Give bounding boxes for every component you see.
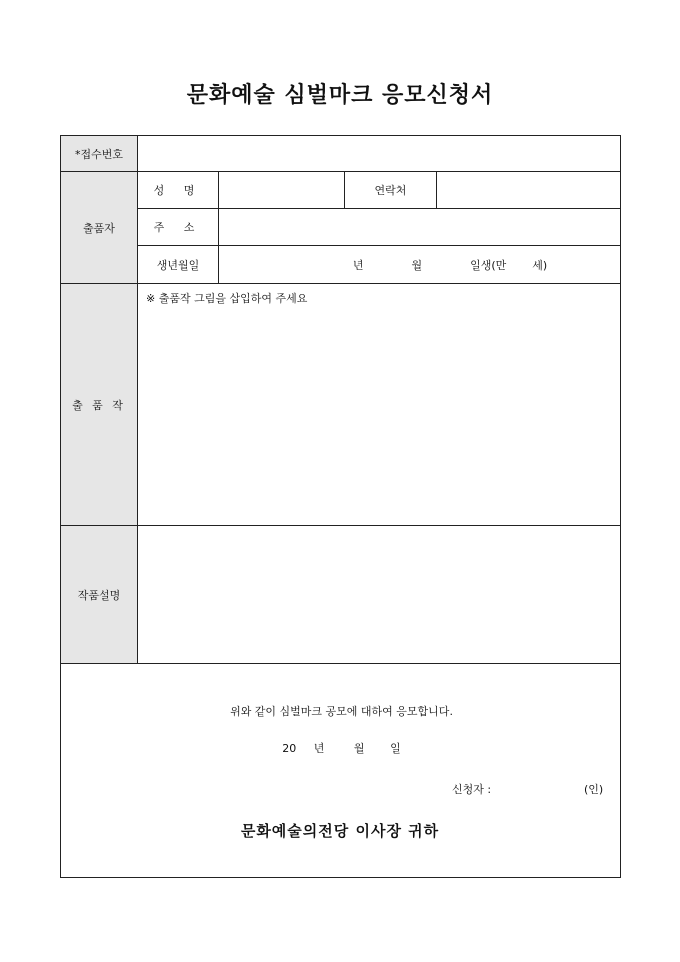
birth-month-unit: 월 bbox=[411, 258, 423, 272]
receipt-number-label: *접수번호 bbox=[61, 136, 138, 172]
entrant-label: 출품자 bbox=[61, 172, 138, 284]
declaration-text: 위와 같이 심벌마크 공모에 대하여 응모합니다. bbox=[230, 705, 453, 718]
work-note: ※ 출품작 그림을 삽입하여 주세요 bbox=[146, 292, 308, 305]
contact-field[interactable] bbox=[437, 172, 621, 209]
birth-age-end: 세) bbox=[532, 258, 548, 272]
date-year-unit: 년 bbox=[313, 742, 325, 755]
birthdate-field[interactable] bbox=[219, 246, 621, 284]
birth-day-age-unit: 일생(만 bbox=[470, 258, 507, 272]
date-prefix: 20 bbox=[282, 742, 297, 755]
work-image-area[interactable] bbox=[138, 284, 621, 526]
applicant-label: 신청자 : bbox=[452, 783, 492, 796]
address-field[interactable] bbox=[219, 209, 621, 246]
work-label: 출 품 작 bbox=[61, 284, 138, 526]
receipt-number-field[interactable] bbox=[138, 136, 621, 172]
name-label: 성 명 bbox=[138, 172, 219, 209]
description-field[interactable] bbox=[138, 526, 621, 664]
address-label: 주 소 bbox=[138, 209, 219, 246]
declaration-date bbox=[61, 740, 622, 756]
birth-year-unit: 년 bbox=[352, 258, 364, 272]
application-form bbox=[60, 135, 621, 878]
birthdate-label: 생년월일 bbox=[138, 246, 219, 284]
description-label: 작품설명 bbox=[61, 526, 138, 664]
date-month-unit: 월 bbox=[353, 742, 365, 755]
date-day-unit: 일 bbox=[390, 742, 401, 755]
name-field[interactable] bbox=[219, 172, 345, 209]
page-title: 문화예술 심벌마크 응모신청서 bbox=[186, 82, 494, 108]
contact-label: 연락처 bbox=[345, 172, 437, 209]
seal-label: (인) bbox=[584, 783, 604, 796]
addressee: 문화예술의전당 이사장 귀하 bbox=[240, 822, 440, 840]
